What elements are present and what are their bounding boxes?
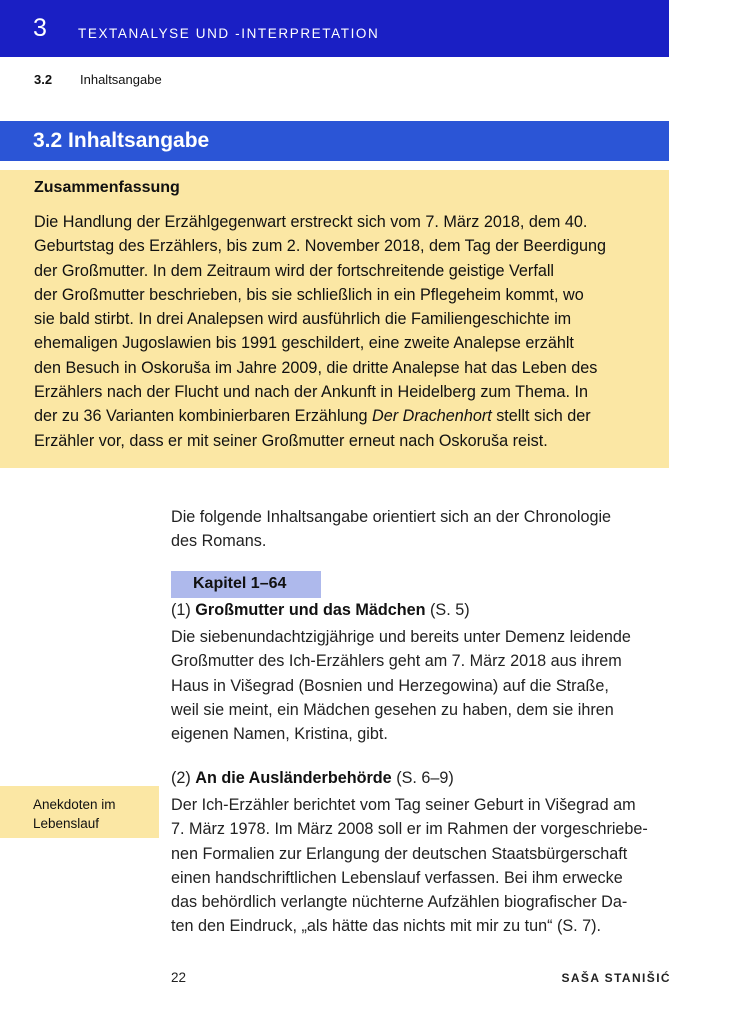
summary-line-part: der zu 36 Varianten kombinierbaren Erzählung <box>34 407 373 426</box>
entry-heading <box>171 769 454 788</box>
summary-line: Erzähler vor, dass er mit seiner Großmutter erneut nach Oskoruša reist. <box>34 431 548 450</box>
section-title: 3.2 Inhaltsangabe <box>33 129 210 152</box>
margin-note-line: Lebenslauf <box>33 816 100 831</box>
margin-note-line: Anekdoten im <box>33 797 116 812</box>
entry-title: Großmutter und das Mädchen <box>195 601 426 619</box>
entry-line: Der Ich-Erzähler berichtet vom Tag seiner Geburt in Višegrad am <box>171 796 636 814</box>
entry-line: einen handschriftlichen Lebenslauf verfassen. Bei ihm erwecke <box>171 868 623 887</box>
margin-note <box>0 786 159 838</box>
chapter-header-bar <box>0 0 669 57</box>
intro-line: des Romans. <box>171 532 267 551</box>
running-head <box>34 72 162 87</box>
summary-line-part: stellt sich der <box>491 407 591 426</box>
summary-line: den Besuch in Oskoruša im Jahre 2009, die dritte Analepse hat das Leben des <box>34 358 598 377</box>
summary-line: sie bald stirbt. In drei Analepsen wird ausführlich die Familiengeschichte im <box>34 310 572 329</box>
author-name: SAŠA STANIŠIĆ <box>561 971 671 985</box>
summary-line <box>34 404 662 428</box>
entry-line: das behördlich verlangte nüchterne Aufzählen biografischer Da- <box>171 893 628 912</box>
entry-line: Haus in Višegrad (Bosnien und Herzegowina) auf die Straße, <box>171 676 609 695</box>
entry-line: weil sie meint, ein Mädchen gesehen zu haben, dem sie ihren <box>171 700 614 719</box>
chapter-number: 3 <box>33 14 47 42</box>
summary-line: der Großmutter beschrieben, bis sie schließlich in ein Pflegeheim kommt, wo <box>34 285 584 304</box>
entry-title: An die Ausländerbehörde <box>195 769 392 787</box>
margin-note-text <box>33 795 153 833</box>
summary-line: Geburtstag des Erzählers, bis zum 2. November 2018, dem Tag der Beerdigung <box>34 237 606 256</box>
page-number: 22 <box>171 970 187 985</box>
entry-pages: (S. 5) <box>430 601 470 619</box>
kapitel-label-box <box>171 571 321 598</box>
running-head-number: 3.2 <box>34 72 53 87</box>
summary-line: der Großmutter. In dem Zeitraum wird der fortschreitende geistige Verfall <box>34 261 555 280</box>
entry-text <box>171 625 671 746</box>
entry-line: ten den Eindruck, „als hätte das nichts mit mir zu tun“ (S. 7). <box>171 917 602 936</box>
entry-pages: (S. 6–9) <box>396 769 454 787</box>
entry-heading <box>171 601 470 620</box>
summary-text <box>34 210 662 453</box>
kapitel-label: Kapitel 1–64 <box>193 575 287 592</box>
entry-line: eigenen Namen, Kristina, gibt. <box>171 725 388 744</box>
chapter-title: TEXTANALYSE UND -INTERPRETATION <box>78 26 380 41</box>
entry-text <box>171 793 671 939</box>
entry-line: Die siebenundachtzigjährige und bereits unter Demenz leidende <box>171 628 631 646</box>
intro-line: Die folgende Inhaltsangabe orientiert sich an der Chronologie <box>171 508 612 526</box>
summary-line: Die Handlung der Erzählgegenwart erstreckt sich vom 7. März 2018, dem 40. <box>34 213 588 231</box>
summary-heading: Zusammenfassung <box>34 179 180 196</box>
section-title-bar <box>0 121 669 161</box>
entry-number: (2) <box>171 769 191 787</box>
entry-line: 7. März 1978. Im März 2008 soll er im Rahmen der vorgeschriebe- <box>171 820 648 839</box>
entry-line: nen Formalien zur Erlangung der deutschen Staatsbürgerschaft <box>171 844 628 863</box>
summary-line: ehemaligen Jugoslawien bis 1991 geschildert, eine zweite Analepse erzählt <box>34 334 574 353</box>
entry-line: Großmutter des Ich-Erzählers geht am 7. März 2018 aus ihrem <box>171 652 622 671</box>
summary-box <box>0 170 669 468</box>
summary-line: Erzählers nach der Flucht und nach der Ankunft in Heidelberg zum Thema. In <box>34 383 588 402</box>
book-title-italic: Der Drachenhort <box>372 407 492 426</box>
intro-paragraph <box>171 505 671 554</box>
entry-number: (1) <box>171 601 191 619</box>
running-head-title: Inhaltsangabe <box>80 72 162 87</box>
